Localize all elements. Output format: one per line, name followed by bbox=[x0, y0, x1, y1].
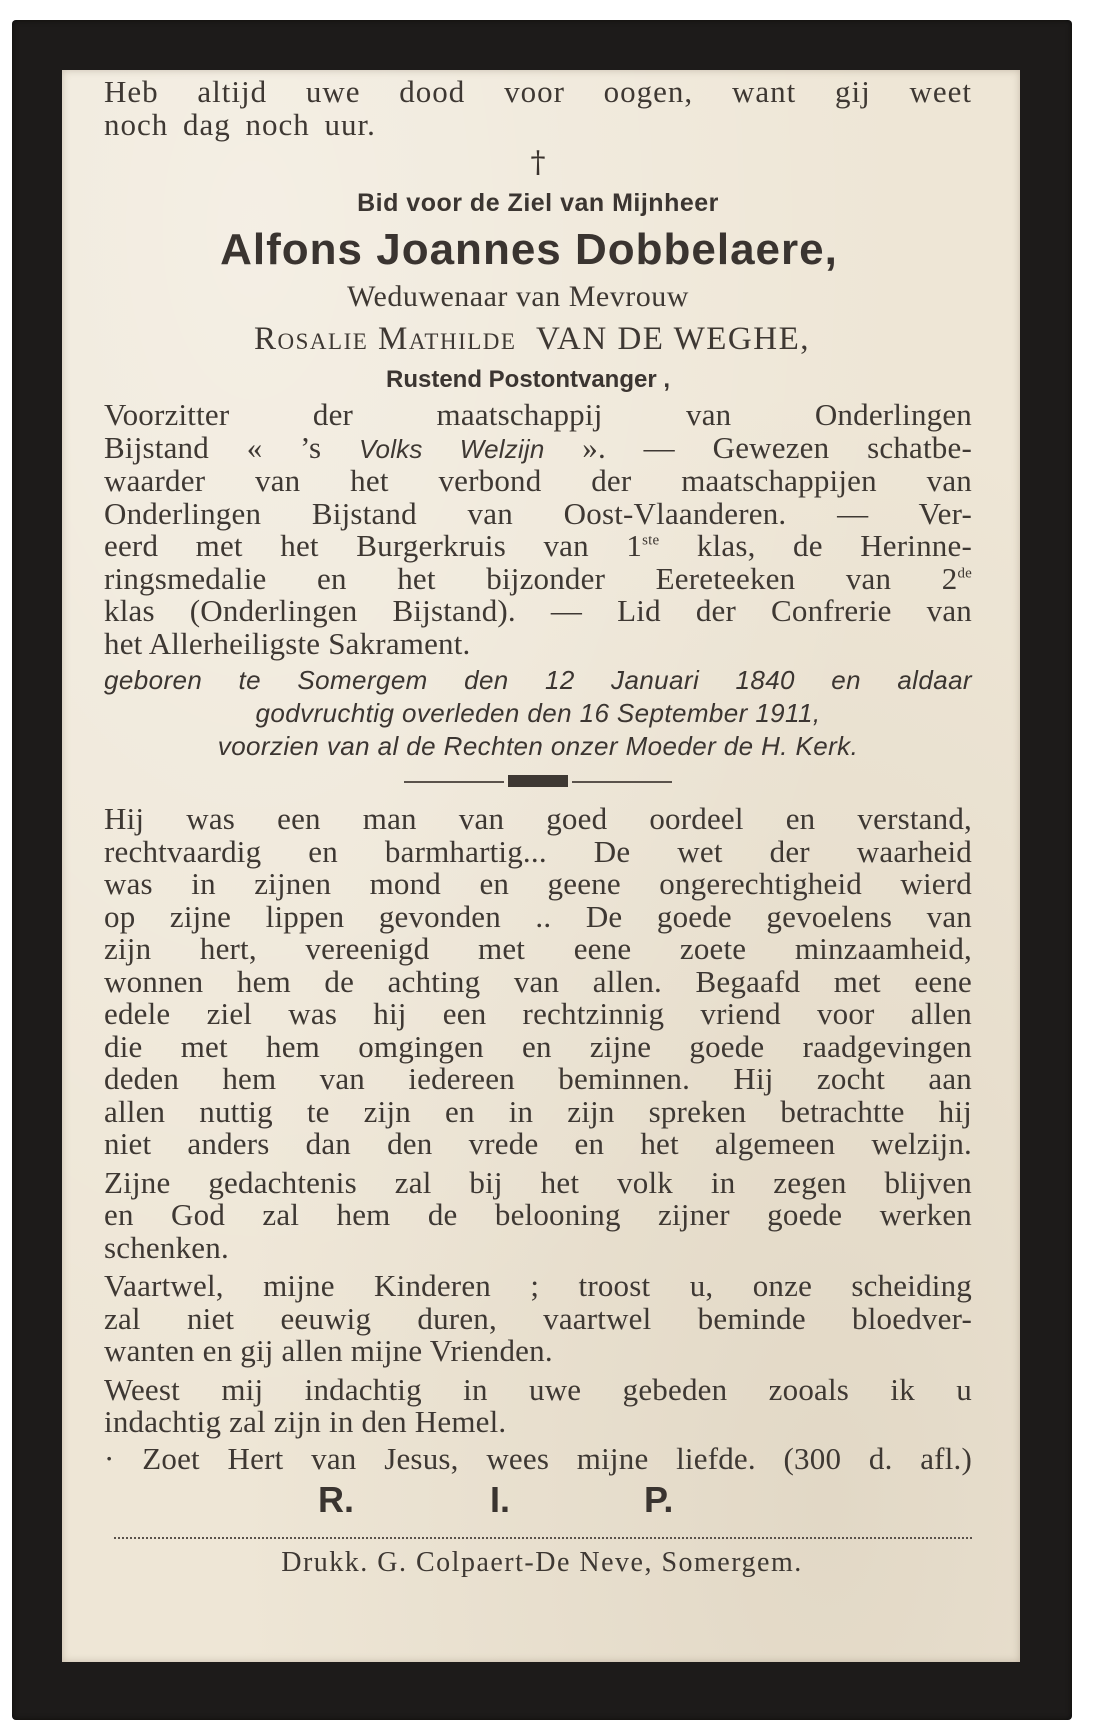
birth-death-dates bbox=[104, 664, 972, 763]
memory-paragraph bbox=[104, 1164, 972, 1265]
paragraph-line: wanten en gij allen mijne Vrienden. bbox=[104, 1333, 553, 1368]
rip-initials bbox=[104, 1479, 972, 1525]
bio-line: het Allerheiligste Sakrament. bbox=[104, 625, 471, 661]
paragraph-line: deden hem van iedereen beminnen. Hij zocht aan bbox=[104, 1061, 972, 1096]
farewell-paragraph bbox=[104, 1270, 972, 1368]
paragraph-line: wonnen hem de achting van allen. Begaafd met eene bbox=[104, 963, 972, 999]
bio-text: klas, de Herinne- bbox=[659, 528, 972, 563]
paragraph-line: die met hem omgingen en zijne goede raadgevingen bbox=[104, 1028, 972, 1064]
paragraph-line: was in zijnen mond en geene ongerechtigheid wierd bbox=[104, 866, 972, 901]
divider-ornament bbox=[508, 775, 568, 787]
paragraph-line: rechtvaardig en barmhartig... De wet der waarheid bbox=[104, 833, 972, 869]
divider-rule bbox=[572, 781, 672, 783]
paragraph-line: Vaartwel, mijne Kinderen ; troost u, onze scheiding bbox=[104, 1268, 972, 1303]
divider-rule bbox=[404, 781, 504, 783]
ornament-divider bbox=[104, 767, 972, 797]
dates-line: godvruchtig overleden den 16 September 1911, bbox=[255, 698, 821, 728]
bio-text: Bijstand « ’s bbox=[104, 429, 359, 465]
epigraph bbox=[104, 76, 972, 141]
bio-text: eerd met het Burgerkruis van 1 bbox=[104, 528, 643, 563]
epigraph-line: Heb altijd uwe dood voor oogen, want gij weet bbox=[104, 74, 972, 109]
wife-name bbox=[92, 317, 972, 361]
paragraph-line: zijn hert, vereenigd met eene zoete minzaamheid, bbox=[104, 931, 972, 966]
occupation: Rustend Postontvanger , bbox=[385, 366, 671, 393]
ordinal-superscript: ste bbox=[642, 532, 660, 549]
wife-surname: VAN DE WEGHE, bbox=[535, 321, 810, 357]
printer-credit: Drukk. G. Colpaert-De Neve, Somergem. bbox=[281, 1547, 803, 1578]
epigraph-line: noch dag noch uur. bbox=[104, 106, 376, 142]
paragraph-line: op zijne lippen gevonden .. De goede gevoelens van bbox=[104, 898, 972, 934]
bio-text: ». — Gewezen schatbe- bbox=[544, 429, 972, 465]
paragraph-line: en God zal hem de belooning zijner goede werken bbox=[104, 1197, 972, 1232]
wife-first-names: Rosalie Mathilde bbox=[254, 321, 517, 357]
rip-letter: I. bbox=[490, 1479, 511, 1520]
widower-line: Weduwenaar van Mevrouw bbox=[347, 280, 689, 313]
dotted-divider bbox=[114, 1537, 972, 1539]
bio-text: ringsmedalie en het bijzonder Eereteeken van 2 bbox=[104, 560, 958, 596]
society-name: Volks Welzijn bbox=[358, 433, 545, 464]
dates-line: geboren te Somergem den 12 Januari 1840 en aldaar bbox=[104, 665, 972, 695]
bio-line bbox=[104, 530, 972, 563]
bio-line: waarder van het verbond der maatschappijen van bbox=[104, 463, 972, 498]
rip-letter: P. bbox=[644, 1479, 674, 1520]
paragraph-line: Hij was een man van goed oordeel en verstand, bbox=[104, 801, 972, 836]
paragraph-line: allen nuttig te zijn en in zijn spreken betrachtte hij bbox=[104, 1093, 972, 1129]
bio-line: Onderlingen Bijstand van Oost-Vlaanderen. — Ver- bbox=[104, 495, 972, 531]
paragraph-line: zal niet eeuwig duren, vaartwel beminde bloedver- bbox=[104, 1300, 972, 1336]
bio-line: klas (Onderlingen Bijstand). — Lid der Confrerie van bbox=[104, 593, 972, 628]
paragraph-line: Zijne gedachtenis zal bij het volk in zegen blijven bbox=[104, 1164, 972, 1200]
paragraph-line: Weest mij indachtig in uwe gebeden zooals ik u bbox=[104, 1371, 972, 1407]
paragraph-line: schenken. bbox=[104, 1229, 229, 1265]
cross-icon: † bbox=[530, 145, 546, 180]
bio-line bbox=[104, 560, 972, 596]
bio-line bbox=[104, 429, 972, 466]
invocation: · Zoet Hert van Jesus, wees mijne liefde. (300 d. afl.) bbox=[104, 1440, 972, 1476]
dates-line: voorzien van al de Rechten onzer Moeder de H. Kerk. bbox=[217, 731, 859, 761]
ordinal-superscript: de bbox=[957, 565, 972, 582]
paragraph-line: indachtig zal zijn in den Hemel. bbox=[104, 1404, 507, 1439]
remember-paragraph bbox=[104, 1371, 972, 1439]
bio-line: Voorzitter der maatschappij van Onderlingen bbox=[104, 397, 972, 432]
paragraph-line: edele ziel was hij een rechtzinnig vriend voor allen bbox=[104, 996, 972, 1031]
rip-letter: R. bbox=[318, 1479, 354, 1520]
deceased-name: Alfons Joannes Dobbelaere, bbox=[220, 225, 838, 274]
prayer-intro: Bid voor de Ziel van Mijnheer bbox=[357, 189, 719, 217]
memorial-card-text bbox=[104, 76, 972, 1583]
virtues-paragraph bbox=[104, 803, 972, 1161]
biography bbox=[104, 399, 972, 660]
paragraph-line: niet anders dan den vrede en het algemeen welzijn. bbox=[104, 1126, 972, 1161]
